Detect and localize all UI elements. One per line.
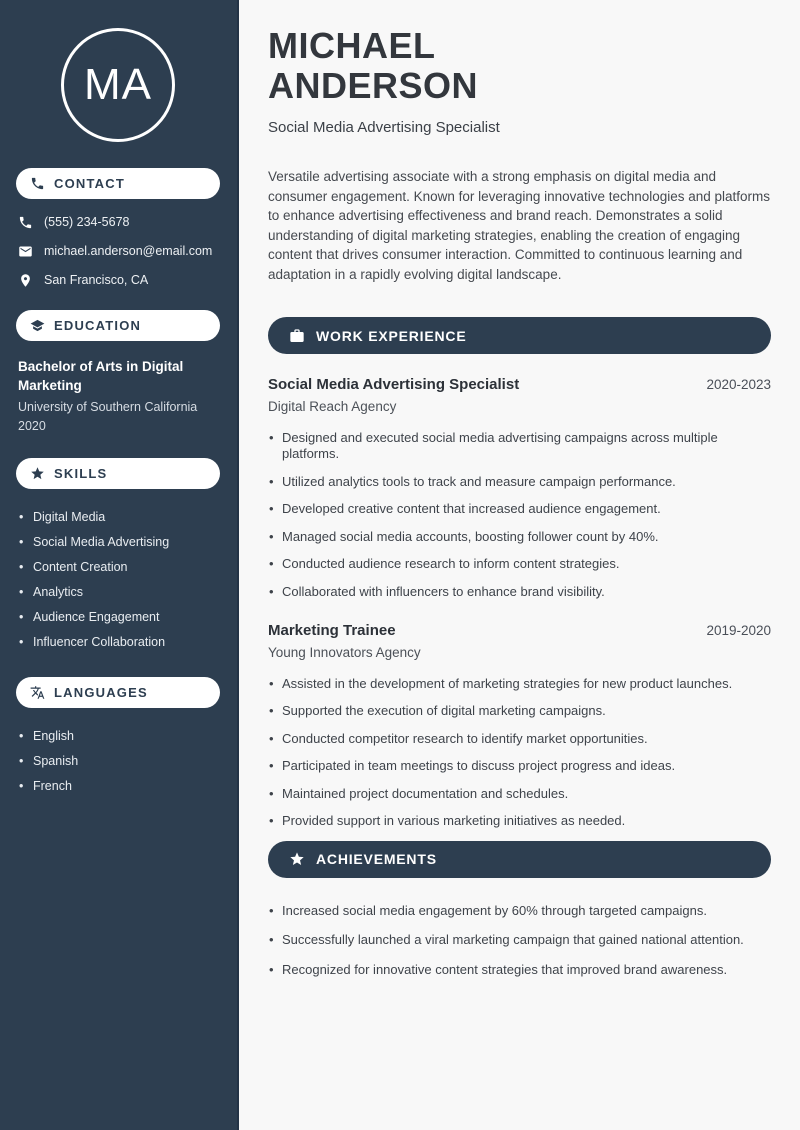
skill-item: • Analytics bbox=[18, 580, 218, 605]
education-section bbox=[16, 310, 220, 436]
education-school: University of Southern California bbox=[18, 400, 198, 414]
job-head bbox=[268, 376, 771, 393]
achievement-bullet: • Recognized for innovative content strategies that improved brand awareness. bbox=[268, 962, 771, 978]
job-company: Digital Reach Agency bbox=[268, 399, 397, 414]
education-header-label: EDUCATION bbox=[54, 318, 142, 333]
job-bullet: • Managed social media accounts, boosting follower count by 40%. bbox=[268, 529, 771, 545]
job-head bbox=[268, 622, 771, 639]
languages-list bbox=[16, 724, 220, 799]
language-item: • French bbox=[18, 774, 218, 799]
graduation-cap-icon bbox=[30, 318, 45, 333]
contact-header-label: CONTACT bbox=[54, 176, 125, 191]
job-entry bbox=[268, 622, 771, 830]
avatar-initials: MA bbox=[84, 60, 152, 109]
location-pin-icon bbox=[18, 273, 33, 288]
skill-item: • Digital Media bbox=[18, 505, 218, 530]
star-icon bbox=[289, 851, 305, 867]
skill-item: • Social Media Advertising bbox=[18, 530, 218, 555]
education-degree: Bachelor of Arts in Digital Marketing bbox=[18, 359, 184, 393]
job-bullet: • Maintained project documentation and schedules. bbox=[268, 786, 771, 802]
education-section-header bbox=[16, 310, 220, 341]
achievements-list bbox=[268, 903, 771, 978]
skills-list bbox=[16, 505, 220, 655]
achievement-bullet: • Successfully launched a viral marketing campaign that gained national attention. bbox=[268, 932, 771, 948]
work-experience-header-label: WORK EXPERIENCE bbox=[316, 327, 467, 344]
avatar bbox=[61, 28, 175, 142]
location-text: San Francisco, CA bbox=[44, 273, 149, 287]
email-icon bbox=[18, 244, 33, 259]
job-dates: 2019-2020 bbox=[706, 622, 771, 638]
job-company: Young Innovators Agency bbox=[268, 644, 421, 660]
first-name: MICHAEL bbox=[268, 25, 436, 66]
job-bullet: • Collaborated with influencers to enhance brand visibility. bbox=[268, 584, 771, 600]
job-role: Marketing Trainee bbox=[268, 621, 396, 639]
phone-icon bbox=[30, 176, 45, 191]
job-entry bbox=[268, 376, 771, 600]
job-bullet: • Designed and executed social media advertising campaigns across multiple platforms. bbox=[268, 430, 771, 462]
last-name: ANDERSON bbox=[268, 65, 479, 106]
star-icon bbox=[30, 466, 45, 481]
person-job-title: Social Media Advertising Specialist bbox=[268, 119, 500, 136]
main-content bbox=[239, 0, 800, 1130]
job-bullet-list bbox=[268, 430, 771, 600]
contact-phone-row bbox=[16, 215, 220, 230]
phone-icon bbox=[18, 215, 33, 230]
work-experience-section-header bbox=[268, 317, 771, 354]
person-name bbox=[268, 26, 771, 106]
briefcase-icon bbox=[289, 328, 305, 344]
profile-summary: Versatile advertising associate with a strong emphasis on digital media and consumer engagement. Known for leveraging innovative technologies and platforms to enhance advertising effectiveness and brand reach. Demonstrates a solid understanding of digital marketing strategies, enabling the creation of engaging content that drives consumer interaction. Committed to continuous learning and adaptation in a rapidly evolving digital landscape. bbox=[268, 169, 771, 282]
contact-section-header bbox=[16, 168, 220, 199]
contact-location-row bbox=[16, 273, 220, 288]
job-bullet: • Supported the execution of digital marketing campaigns. bbox=[268, 703, 771, 719]
skill-item: • Audience Engagement bbox=[18, 605, 218, 630]
achievements-header-label: ACHIEVEMENTS bbox=[316, 851, 437, 867]
achievements-section-header bbox=[268, 841, 771, 878]
job-dates: 2020-2023 bbox=[706, 377, 771, 392]
job-bullet: • Conducted competitor research to identify market opportunities. bbox=[268, 731, 771, 747]
job-bullet: • Conducted audience research to inform content strategies. bbox=[268, 556, 771, 572]
languages-section-header bbox=[16, 677, 220, 708]
achievement-bullet: • Increased social media engagement by 60% through targeted campaigns. bbox=[268, 903, 771, 919]
skills-header-label: SKILLS bbox=[54, 466, 108, 481]
sidebar bbox=[0, 0, 239, 1130]
job-bullet: • Provided support in various marketing initiatives as needed. bbox=[268, 813, 771, 829]
skill-item: • Influencer Collaboration bbox=[18, 630, 218, 655]
languages-section bbox=[16, 677, 220, 799]
skill-item: • Content Creation bbox=[18, 555, 218, 580]
language-item: • Spanish bbox=[18, 749, 218, 774]
avatar-wrap bbox=[16, 28, 220, 142]
job-bullet: • Assisted in the development of marketing strategies for new product launches. bbox=[268, 676, 771, 692]
job-bullet: • Utilized analytics tools to track and measure campaign performance. bbox=[268, 474, 771, 490]
job-role: Social Media Advertising Specialist bbox=[268, 376, 520, 393]
skills-section-header bbox=[16, 458, 220, 489]
languages-header-label: LANGUAGES bbox=[54, 685, 148, 700]
education-year: 2020 bbox=[18, 419, 46, 433]
job-bullet: • Developed creative content that increased audience engagement. bbox=[268, 501, 771, 517]
phone-number: (555) 234-5678 bbox=[44, 215, 130, 229]
translate-icon bbox=[30, 685, 45, 700]
job-bullet: • Participated in team meetings to discuss project progress and ideas. bbox=[268, 758, 771, 774]
language-item: • English bbox=[18, 724, 218, 749]
skills-section bbox=[16, 458, 220, 655]
job-bullet-list bbox=[268, 676, 771, 830]
contact-email-row bbox=[16, 244, 220, 259]
email-address: michael.anderson@email.com bbox=[44, 244, 213, 258]
contact-section bbox=[16, 168, 220, 288]
